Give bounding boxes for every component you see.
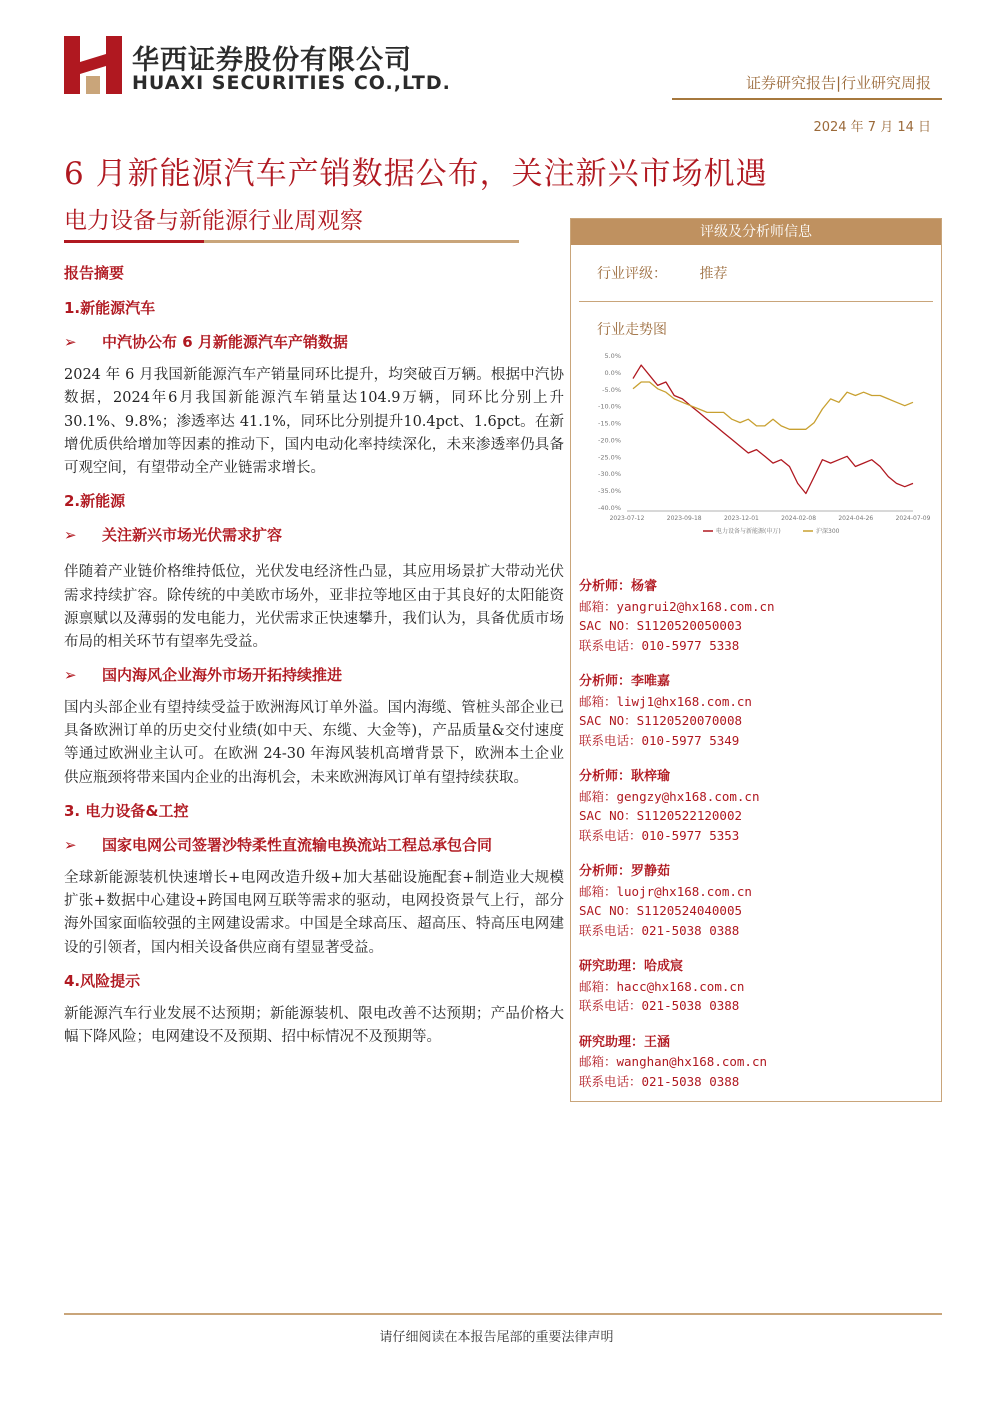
y-tick-label: -20.0% xyxy=(598,436,621,445)
bullet-text: 国家电网公司签署沙特柔性直流输电换流站工程总承包合同 xyxy=(102,835,493,854)
section-heading: 1.新能源汽车 xyxy=(64,299,156,317)
panel-divider xyxy=(579,301,933,302)
legend-label: 电力设备与新能源(申万) xyxy=(716,528,781,535)
bullet-item xyxy=(64,330,564,354)
company-logo xyxy=(64,36,122,94)
x-tick-label: 2023-07-12 xyxy=(609,515,645,522)
analyst-phone: 联系电话：010-5977 5349 xyxy=(579,732,740,748)
summary-heading: 报告摘要 xyxy=(64,264,125,282)
footer-disclaimer: 请仔细阅读在本报告尾部的重要法律声明 xyxy=(379,1330,614,1345)
report-date: 2024 年 7 月 14 日 xyxy=(813,120,931,135)
analyst-name: 研究助理：王涵 xyxy=(579,1034,671,1050)
legend-label: 沪深300 xyxy=(816,528,840,535)
analyst-phone: 联系电话：010-5977 5338 xyxy=(579,637,740,653)
analyst-card xyxy=(579,577,935,655)
analyst-name: 分析师：耿梓瑜 xyxy=(579,769,671,784)
section-paragraph: 2024 年 6 月我国新能源汽车产销量同环比提升，均突破百万辆。根据中汽协数据，2024年6月我国新能源汽车销量达104.9万辆，同环比分别上升 30.1%、9.8%；渗透率达 41.1%，同环比分别提升10.4pct、1.6pct。在新增优质供给增加等因素的推动下，国内电动化率持续深化，未来渗透率仍具备可观空间，有望带动全产业链需求增长。 xyxy=(64,367,564,477)
analyst-sac: SAC NO：S1120520050003 xyxy=(579,618,743,633)
report-subtitle: 电力设备与新能源行业周观察 xyxy=(64,208,363,234)
arrow-bullet-icon: ➢ xyxy=(64,333,77,351)
analyst-email[interactable]: 邮箱：gengzy@hx168.com.cn xyxy=(579,788,760,804)
company-name-cn: 华西证券股份有限公司 xyxy=(132,45,412,76)
report-summary xyxy=(64,262,564,1058)
company-name-en: HUAXI SECURITIES CO.,LTD. xyxy=(132,72,451,94)
y-tick-label: -40.0% xyxy=(598,504,621,512)
bullet-text: 国内海风企业海外市场开拓持续推进 xyxy=(102,665,343,684)
analyst-name: 分析师：杨睿 xyxy=(579,579,658,594)
analyst-email[interactable]: 邮箱：wanghan@hx168.com.cn xyxy=(579,1054,768,1069)
bullet-text: 关注新兴市场光伏需求扩容 xyxy=(102,526,283,545)
bullet-item xyxy=(64,833,564,857)
section-heading: 4.风险提示 xyxy=(64,972,141,991)
y-tick-label: -5.0% xyxy=(602,385,621,394)
analyst-phone: 联系电话：021-5038 0388 xyxy=(579,1073,740,1089)
section-heading: 2.新能源 xyxy=(64,492,126,511)
bullet-text: 中汽协公布 6 月新能源汽车产销数据 xyxy=(102,333,348,351)
y-tick-label: 0.0% xyxy=(604,368,621,377)
analyst-sac: SAC NO：S1120520070008 xyxy=(579,713,743,728)
x-tick-label: 2023-09-18 xyxy=(666,515,702,522)
section-paragraph: 国内头部企业有望持续受益于欧洲海风订单外溢。国内海缆、管桩头部企业已具备欧洲订单的历史交付业绩(如中天、东缆、大金等)，产品质量&交付速度等通过欧洲业主认可。在欧洲 24-30 年海风装机高增背景下，欧洲本土企业供应瓶颈将带来国内企业的出海机会，未来欧洲海风订单有望持续获取。 xyxy=(64,699,564,786)
x-tick-label: 2024-07-09 xyxy=(895,515,931,522)
analyst-email[interactable]: 邮箱：hacc@hx168.com.cn xyxy=(579,978,745,994)
rating-analyst-panel xyxy=(570,218,942,1102)
header-divider xyxy=(672,98,942,100)
arrow-bullet-icon: ➢ xyxy=(64,835,77,854)
analyst-email[interactable]: 邮箱：luojr@hx168.com.cn xyxy=(579,883,752,899)
analyst-phone: 联系电话：021-5038 0388 xyxy=(579,998,740,1013)
arrow-bullet-icon: ➢ xyxy=(64,526,77,545)
analyst-email[interactable]: 邮箱：liwj1@hx168.com.cn xyxy=(579,693,752,709)
trend-chart-svg xyxy=(593,347,938,553)
y-tick-label: -35.0% xyxy=(598,487,621,496)
analyst-sac: SAC NO：S1120522120002 xyxy=(579,808,743,823)
analyst-card xyxy=(579,957,935,1016)
rating-label: 行业评级： xyxy=(597,266,667,282)
analyst-card xyxy=(579,862,935,940)
x-tick-label: 2024-04-26 xyxy=(838,515,874,522)
y-tick-label: 5.0% xyxy=(604,352,621,360)
analyst-email[interactable]: 邮箱：yangrui2@hx168.com.cn xyxy=(579,598,775,614)
analyst-name: 分析师：李唯嘉 xyxy=(579,674,671,689)
analyst-name: 研究助理：哈成宸 xyxy=(579,959,684,974)
panel-header: 评级及分析师信息 xyxy=(571,219,941,245)
analyst-card xyxy=(579,1033,935,1092)
section-paragraph: 新能源汽车行业发展不达预期；新能源装机、限电改善不达预期；产品价格大幅下降风险；电网建设不及预期、招中标情况不及预期等。 xyxy=(64,1006,564,1046)
y-tick-label: -30.0% xyxy=(598,470,621,479)
analyst-phone: 联系电话：021-5038 0388 xyxy=(579,922,740,938)
analyst-card xyxy=(579,767,935,845)
analyst-sac: SAC NO：S1120524040005 xyxy=(579,903,743,918)
x-tick-label: 2024-02-08 xyxy=(781,515,817,522)
bullet-item xyxy=(64,663,564,687)
section-paragraph: 伴随着产业链价格维持低位，光伏发电经济性凸显，其应用场景扩大带动光伏需求持续扩容。除传统的中美欧市场外，亚非拉等地区由于其良好的太阳能资源禀赋以及薄弱的发电能力，光伏需求正快速攀升，我们认为，具备优质市场布局的相关环节有望率先受益。 xyxy=(64,564,564,651)
report-title: 6 月新能源汽车产销数据公布，关注新兴市场机遇 xyxy=(64,156,768,192)
industry-rating xyxy=(597,263,727,283)
rating-value: 推荐 xyxy=(699,266,728,282)
analyst-phone: 联系电话：010-5977 5353 xyxy=(579,827,740,843)
series-line xyxy=(633,365,913,493)
section-paragraph: 全球新能源装机快速增长+电网改造升级+加大基础设施配套+制造业大规模扩张+数据中心建设+跨国电网互联等需求的驱动，电网投资景气上行，部分海外国家面临较强的主网建设需求。中国是全球高压、超高压、特高压电网建设的引领者，国内相关设备供应商有望显著受益。 xyxy=(64,869,564,956)
trend-chart-label: 行业走势图 xyxy=(597,322,667,338)
report-type: 证券研究报告|行业研究周报 xyxy=(745,74,931,92)
analyst-card xyxy=(579,672,935,750)
section-heading: 3. 电力设备&工控 xyxy=(64,801,189,820)
bullet-item xyxy=(64,523,564,547)
analyst-list xyxy=(579,577,935,1108)
title-underline xyxy=(64,240,519,243)
footer-divider xyxy=(64,1313,942,1315)
x-tick-label: 2023-12-01 xyxy=(723,515,759,522)
y-tick-label: -15.0% xyxy=(598,419,621,428)
industry-trend-chart xyxy=(593,347,938,553)
series-line xyxy=(633,382,913,429)
arrow-bullet-icon: ➢ xyxy=(64,665,77,684)
y-tick-label: -10.0% xyxy=(598,402,621,411)
analyst-name: 分析师：罗静茹 xyxy=(579,864,671,879)
y-tick-label: -25.0% xyxy=(598,453,621,462)
